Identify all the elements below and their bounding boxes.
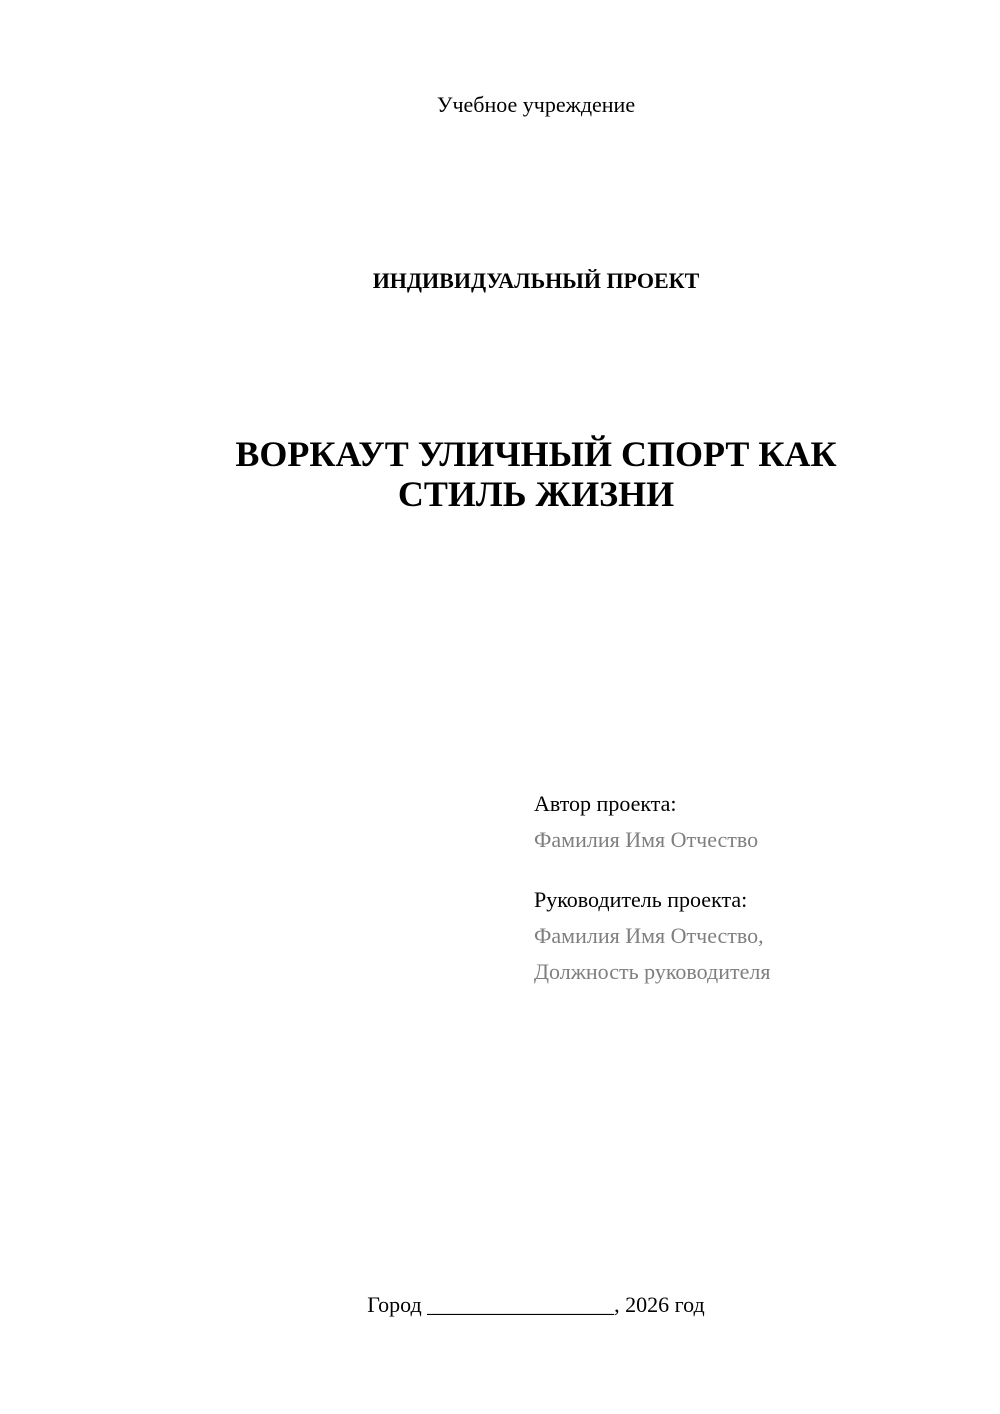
info-spacer <box>534 858 974 882</box>
project-info-block <box>534 786 974 990</box>
city-year-footer: Город _________________, 2026 год <box>367 1292 705 1317</box>
project-title-line-1: ВОРКАУТ УЛИЧНЫЙ СПОРТ КАК <box>235 434 837 474</box>
document-type: ИНДИВИДУАЛЬНЫЙ ПРОЕКТ <box>372 268 700 293</box>
supervisor-position: Должность руководителя <box>534 959 771 984</box>
author-name: Фамилия Имя Отчество <box>534 827 759 852</box>
institution-name: Учебное учреждение <box>436 92 636 117</box>
author-label: Автор проекта: <box>534 791 677 816</box>
project-title <box>186 434 886 514</box>
supervisor-label: Руководитель проекта: <box>534 887 748 912</box>
project-title-line-2: СТИЛЬ ЖИЗНИ <box>397 474 675 514</box>
supervisor-name: Фамилия Имя Отчество, <box>534 923 764 948</box>
